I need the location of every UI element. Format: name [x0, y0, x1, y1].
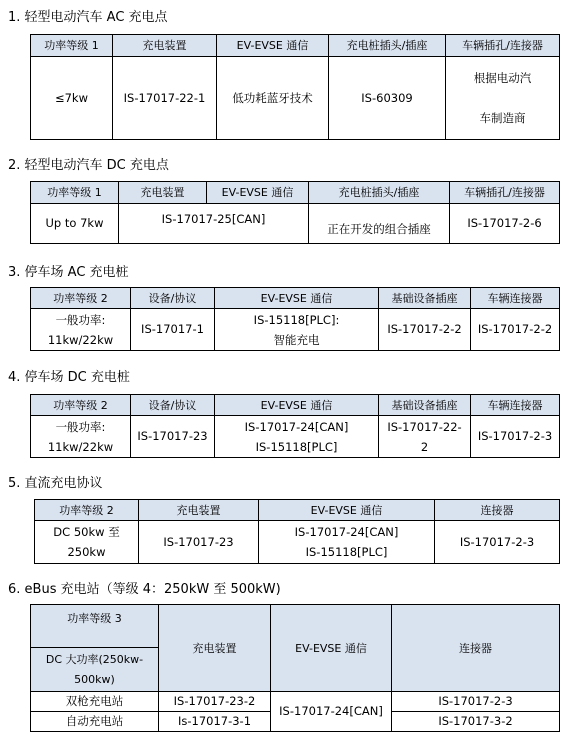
cell-comm-line2: IS-15118[PLC] [255, 439, 338, 454]
header-device-protocol: 设备/协议 [131, 288, 215, 309]
header-ev-evse-comm: EV-EVSE 通信 [215, 395, 379, 416]
section-4-table [30, 394, 560, 458]
header-power-level: 功率等级 2 [31, 395, 131, 416]
cell-comm-line1: IS-17017-24[CAN] [294, 525, 399, 539]
cell-comm-line2: IS-15118[PLC] [305, 545, 388, 559]
cell-station-dual: 双枪充电站 [31, 692, 159, 712]
cell-comm-line1: IS-17017-24[CAN] [244, 419, 349, 434]
cell-connector: IS-17017-2-2 [471, 309, 560, 351]
cell-comm-line1: IS-15118[PLC]: [253, 312, 340, 327]
header-base-socket: 基础设备插座 [379, 288, 471, 309]
cell-power: ≤7kw [31, 57, 113, 140]
header-vehicle-connector: 车辆连接器 [471, 288, 560, 309]
cell-socket-line1: IS-17017-22- [387, 419, 462, 434]
section-3-table [30, 287, 560, 351]
header-ev-evse-comm: EV-EVSE 通信 [259, 500, 435, 521]
cell-socket: IS-17017-2-2 [379, 309, 471, 351]
cell-power [31, 416, 131, 458]
section-3-heading: 3. 停车场 AC 充电桩 [8, 265, 129, 280]
cell-connector: IS-17017-2-3 [435, 521, 560, 564]
section-1-heading: 1. 轻型电动汽车 AC 充电点 [8, 10, 168, 25]
cell-plug: IS-60309 [329, 57, 446, 140]
header-base-socket: 基础设备插座 [379, 395, 471, 416]
section-2-heading: 2. 轻型电动汽车 DC 充电点 [8, 158, 169, 173]
cell-connector-line2: 车制造商 [479, 111, 526, 125]
cell-power [31, 309, 131, 351]
header-charging-device: 充电装置 [139, 500, 259, 521]
section-6-table [30, 604, 560, 732]
header-pile-plug: 充电桩插头/插座 [329, 35, 446, 57]
section-1-table [30, 34, 560, 140]
header-connector: 连接器 [392, 605, 560, 692]
cell-device: IS-17017-1 [131, 309, 215, 351]
cell-comm: 低功耗蓝牙技术 [217, 57, 329, 140]
cell-power-line2: 11kw/22kw [47, 439, 114, 454]
header-charging-device: 充电装置 [119, 182, 207, 204]
section-5-table [34, 499, 560, 564]
section-5-heading: 5. 直流充电协议 [8, 476, 103, 491]
cell-plug: 正在开发的组合插座 [309, 204, 450, 244]
cell-device: IS-17017-23 [131, 416, 215, 458]
cell-comm-line2: 智能充电 [273, 332, 320, 347]
header-ev-evse-comm: EV-EVSE 通信 [207, 182, 309, 204]
header-vehicle-connector: 车辆连接器 [471, 395, 560, 416]
cell-device-auto: Is-17017-3-1 [159, 712, 271, 732]
header-pile-plug: 充电桩插头/插座 [309, 182, 450, 204]
cell-power: Up to 7kw [31, 204, 119, 244]
cell-connector-line1: 根据电动汽 [473, 71, 532, 85]
header-device-protocol: 设备/协议 [131, 395, 215, 416]
header-vehicle-connector: 车辆插孔/连接器 [450, 182, 560, 204]
cell-connector: IS-17017-2-3 [471, 416, 560, 458]
header-power-level: 功率等级 3 [31, 605, 159, 648]
cell-connector-dual: IS-17017-2-3 [392, 692, 560, 712]
section-6-heading: 6. eBus 充电站（等级 4：250kW 至 500kW) [8, 582, 281, 597]
cell-station-auto: 自动充电站 [31, 712, 159, 732]
cell-socket [379, 416, 471, 458]
header-connector: 连接器 [435, 500, 560, 521]
header-power-sub [31, 648, 159, 692]
section-2-table [30, 181, 560, 244]
header-charging-device: 充电装置 [159, 605, 271, 692]
header-power-level: 功率等级 1 [31, 182, 119, 204]
header-ev-evse-comm: EV-EVSE 通信 [215, 288, 379, 309]
cell-power [35, 521, 139, 564]
cell-socket-line2: 2 [420, 439, 429, 454]
cell-device-comm: IS-17017-25[CAN] [119, 204, 309, 244]
header-charging-device: 充电装置 [113, 35, 217, 57]
header-power-sub-line1: DC 大功率(250kw- [45, 652, 144, 666]
header-power-level: 功率等级 2 [31, 288, 131, 309]
section-4-heading: 4. 停车场 DC 充电桩 [8, 370, 130, 385]
header-ev-evse-comm: EV-EVSE 通信 [271, 605, 392, 692]
cell-device: IS-17017-23 [139, 521, 259, 564]
cell-power-line2: 250kw [67, 545, 106, 559]
cell-power-line1: 一般功率: [55, 419, 106, 434]
cell-device-dual: IS-17017-23-2 [159, 692, 271, 712]
header-power-level: 功率等级 1 [31, 35, 113, 57]
header-power-level: 功率等级 2 [35, 500, 139, 521]
cell-comm [215, 416, 379, 458]
header-power-sub-line2: 500kw) [74, 672, 115, 686]
cell-comm [259, 521, 435, 564]
cell-connector: IS-17017-2-6 [450, 204, 560, 244]
cell-power-line1: 一般功率: [55, 312, 106, 327]
cell-comm: IS-17017-24[CAN] [271, 692, 392, 732]
cell-power-line2: 11kw/22kw [47, 332, 114, 347]
header-vehicle-connector: 车辆插孔/连接器 [446, 35, 560, 57]
cell-power-line1: DC 50kw 至 [53, 525, 120, 539]
cell-device: IS-17017-22-1 [113, 57, 217, 140]
header-ev-evse-comm: EV-EVSE 通信 [217, 35, 329, 57]
cell-connector [446, 57, 560, 140]
cell-comm [215, 309, 379, 351]
cell-connector-auto: IS-17017-3-2 [392, 712, 560, 732]
